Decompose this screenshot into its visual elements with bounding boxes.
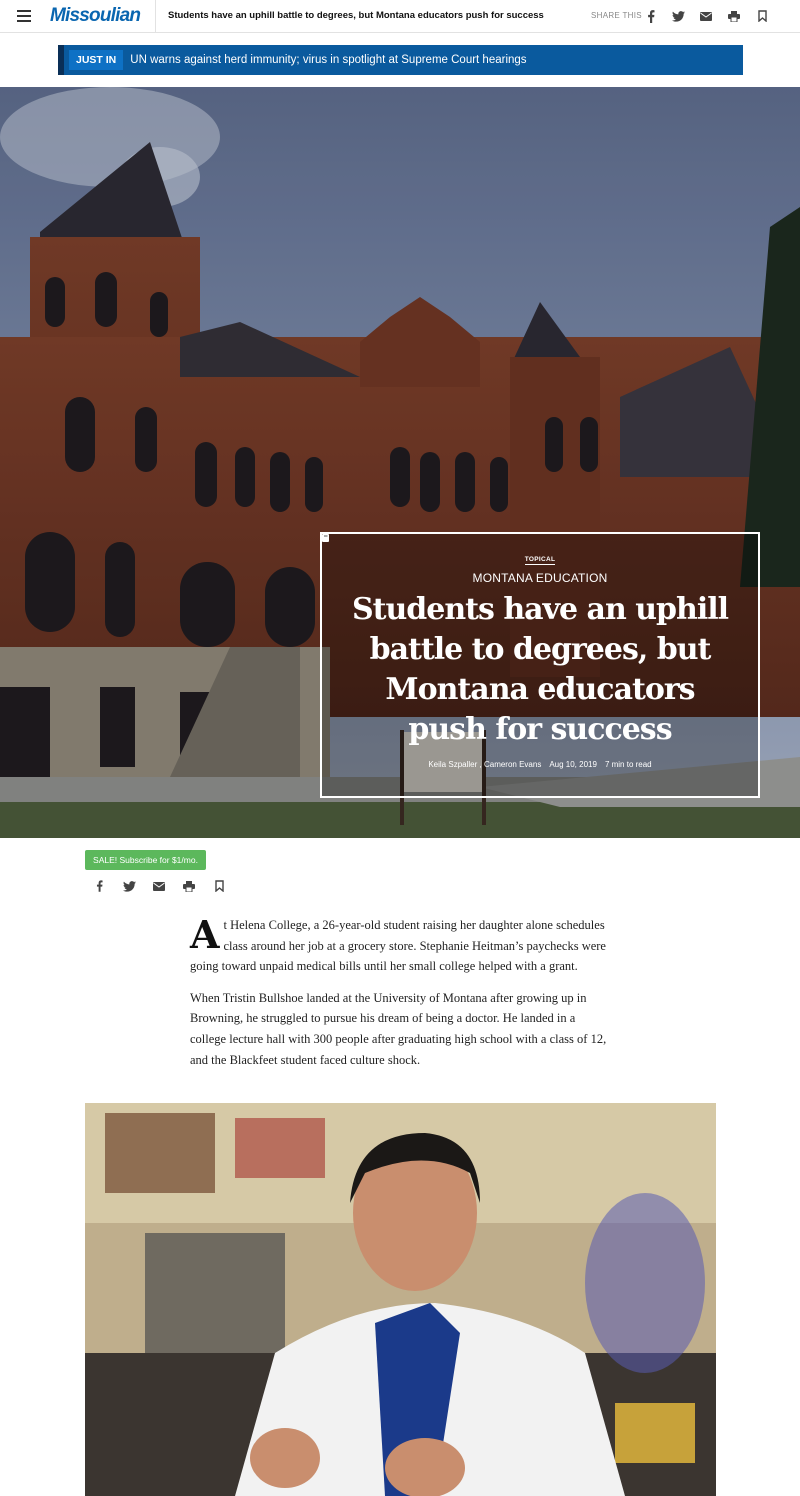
twitter-icon[interactable] xyxy=(120,878,138,894)
author-separator: , xyxy=(479,760,482,769)
facebook-icon[interactable] xyxy=(642,7,660,25)
print-icon[interactable] xyxy=(725,7,743,25)
article-photo xyxy=(85,1103,716,1496)
topical-label[interactable]: TOPICAL xyxy=(524,556,556,563)
publish-date: Aug 10, 2019 xyxy=(549,760,597,769)
bookmark-icon[interactable] xyxy=(210,878,228,894)
article-title: Students have an uphill battle to degrees, but Montana educators push for success xyxy=(351,592,729,747)
email-icon[interactable] xyxy=(697,7,715,25)
print-icon[interactable] xyxy=(180,878,198,894)
facebook-icon[interactable] xyxy=(90,878,108,894)
twitter-icon[interactable] xyxy=(669,7,687,25)
subscribe-button[interactable]: SALE! Subscribe for $1/mo. xyxy=(85,850,206,870)
author-name[interactable]: Keila Szpaller xyxy=(428,760,478,769)
book-icon xyxy=(322,534,329,542)
site-logo[interactable]: Missoulian xyxy=(50,5,141,26)
just-in-link[interactable]: UN warns against herd immunity; virus in spotlight at Supreme Court hearings xyxy=(130,54,527,66)
section-kicker[interactable]: MONTANA EDUCATION xyxy=(472,571,608,585)
menu-icon[interactable] xyxy=(17,10,31,22)
divider xyxy=(155,0,156,33)
article-paragraph: When Tristin Bullshoe landed at the University of Montana after growing up in Browning, he struggled to pursue his dream of being a doctor. He landed in a college lecture hall with 300 people after graduating high school with a class of 12, and the Blackfeet student faced culture shock. xyxy=(190,990,607,1067)
top-headline: Students have an uphill battle to degrees, but Montana educators push for success xyxy=(168,10,544,21)
hero-image xyxy=(0,87,800,838)
hero-headline-box xyxy=(320,532,760,798)
email-icon[interactable] xyxy=(150,878,168,894)
byline xyxy=(322,760,758,769)
author-name[interactable]: Cameron Evans xyxy=(483,760,542,769)
just-in-tag: JUST IN xyxy=(69,50,123,70)
read-time-text: 7 min to read xyxy=(604,760,652,769)
paragraph-text: t Helena College, a 26-year-old student raising her daughter alone schedules class around her job at a grocery store. Stephanie Heitman’s paychecks were going toward unpaid medical bills until her small college helped with a grant. xyxy=(190,918,606,974)
drop-cap: A xyxy=(190,912,220,957)
student-photo-illustration xyxy=(85,1103,716,1496)
bookmark-icon[interactable] xyxy=(753,7,771,25)
article-paragraph xyxy=(190,912,610,977)
just-in-banner xyxy=(58,45,743,75)
article-share-row xyxy=(90,878,228,894)
top-nav-bar xyxy=(0,0,800,33)
article-body xyxy=(190,912,610,1081)
share-label: SHARE THIS xyxy=(591,11,642,20)
read-time xyxy=(605,760,652,769)
